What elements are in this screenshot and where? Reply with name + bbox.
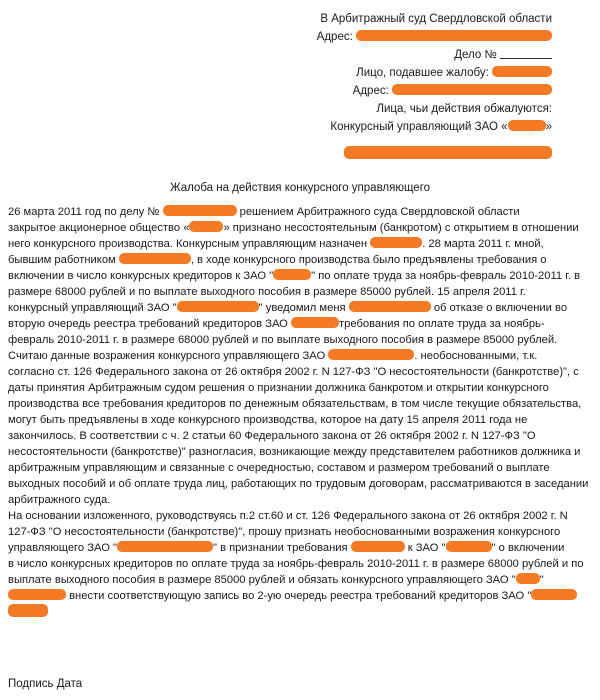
- text-line: [8, 348, 590, 364]
- applicant-label: Лицо, подавшее жалобу:: [356, 67, 489, 79]
- text-line: [8, 444, 590, 460]
- text: внести соответствующую запись во 2-ую очередь реестра требований кредиторов ЗАО ": [69, 590, 532, 602]
- text-line: [8, 460, 590, 476]
- text: " в признании требования: [212, 542, 348, 554]
- text: даты принятия Арбитражным судом решения о признании должника банкротом и открытии конкурсного: [8, 382, 549, 394]
- redacted-applicant-address: [392, 84, 552, 95]
- text-line: [8, 604, 590, 624]
- court-name: В Арбитражный суд Свердловской области: [320, 13, 552, 25]
- redacted-name: [370, 237, 422, 248]
- text: " уведомил меня: [258, 302, 346, 314]
- text-line: [8, 524, 590, 540]
- redacted-company: [291, 317, 339, 328]
- redacted-manager: [349, 301, 431, 312]
- redacted-name: [351, 541, 405, 552]
- text: конкурсный управляющий ЗАО ": [8, 302, 177, 314]
- text: бывшим работником: [8, 254, 116, 266]
- text: . необоснованными, т.к.: [414, 350, 538, 362]
- court-address-row: [317, 30, 552, 44]
- redacted-company: [508, 120, 546, 131]
- redacted-company: [189, 221, 223, 232]
- redacted-applicant: [492, 66, 552, 77]
- text-line: [8, 428, 590, 444]
- text-line: [8, 332, 590, 348]
- text: февраль 2010-2011 г. в размере 68000 рублей и по выплате выходного пособия в размере 85000 рублей.: [8, 334, 558, 346]
- redacted-company: [531, 589, 577, 600]
- text: включении в число конкурсных кредиторов к ЗАО ": [8, 270, 274, 282]
- text-line: [8, 476, 590, 492]
- complaint-body: [8, 204, 590, 624]
- redacted-case-number: [163, 205, 237, 216]
- redacted-company: [273, 269, 311, 280]
- redacted-company: [328, 349, 414, 360]
- manager-name-row: [344, 146, 552, 162]
- text-line: [8, 284, 590, 300]
- text-line: [8, 204, 590, 220]
- text: управляющего ЗАО ": [8, 542, 117, 554]
- text: согласно ст. 126 Федерального закона от 26 октября 2002 г. N 127-ФЗ "О несостоятельности (банкротстве)", с: [8, 366, 579, 378]
- text: к ЗАО ": [407, 542, 446, 554]
- text: арбитражным управляющим и связанные с очередностью, составом и размером требований о выплате: [8, 462, 550, 474]
- document-title: Жалоба на действия конкурсного управляющего: [169, 182, 431, 194]
- text: , в ходе конкурсного производства было предъявлены требования о: [190, 254, 547, 266]
- text: Считаю данные возражения конкурсного управляющего ЗАО: [8, 350, 326, 362]
- text: На основании изложенного, руководствуясь п.2 ст.60 и ст. 126 Федерального закона от 26 октября 2002 г. N: [8, 510, 568, 522]
- text-line: [8, 300, 590, 316]
- text: 26 марта 2011 год по делу №: [8, 206, 160, 218]
- respondents-label: Лица, чьи действия обжалуются:: [376, 103, 552, 115]
- text-line: [8, 492, 590, 508]
- text: » признано несостоятельным (банкротом) с открытием в отношении: [223, 222, 579, 234]
- redacted-company: [117, 541, 213, 552]
- text-line: [8, 236, 590, 252]
- text-line: [8, 508, 590, 524]
- applicant-row: [356, 66, 552, 80]
- redacted-company: [119, 253, 191, 264]
- manager-row: [330, 120, 552, 134]
- case-number-row: [454, 48, 552, 62]
- text-line: [8, 380, 590, 396]
- text: вторую очередь реестра требований кредиторов ЗАО: [8, 318, 288, 330]
- manager-label: Конкурсный управляющий ЗАО «: [330, 121, 508, 133]
- text: " по оплате труда за ноябрь-февраль 2010-2011 г. в: [311, 270, 581, 282]
- case-number-blank: [500, 48, 552, 59]
- applicant-address-row: [353, 84, 552, 98]
- text-line: [8, 412, 590, 428]
- text-line: [8, 540, 590, 556]
- redacted-name: [8, 589, 66, 600]
- text-line: [8, 556, 590, 572]
- text-line: [8, 220, 590, 236]
- text: несостоятельности (банкротстве)" разногласия, возникающие между представителем работников должника и: [8, 446, 581, 458]
- text: ": [539, 574, 544, 586]
- redacted-company: [516, 573, 540, 584]
- text: . 28 марта 2011 г. мной,: [422, 238, 544, 250]
- text: в число конкурсных кредиторов по оплате труда за ноябрь-февраль 2010-2011 г. в размере 68000 рублей и по: [8, 558, 584, 570]
- address-label-2: Адрес:: [352, 85, 389, 97]
- text: выходных пособий и об оплате труда лиц, работающих по трудовым договорам, рассматриваются в заседании: [8, 478, 589, 490]
- text: размере 68000 рублей и по выплате выходного пособия в размере 85000 рублей. 15 апреля 2011 г.: [8, 286, 526, 298]
- manager-close: »: [545, 121, 552, 133]
- text: закрытое акционерное общество «: [8, 222, 190, 234]
- text: 127-ФЗ "О несостоятельности (банкротстве)", прошу признать необоснованными возражения конкурсного: [8, 526, 561, 538]
- text-line: [8, 588, 590, 604]
- redacted-court-address: [356, 30, 552, 41]
- text: выплате выходного пособия в размере 85000 рублей и обязать конкурсного управляющего ЗАО ": [8, 574, 516, 586]
- text: арбитражного суда.: [8, 494, 111, 506]
- text: решением Арбитражного суда Свердловской области: [239, 206, 520, 218]
- text-line: [8, 364, 590, 380]
- signature-date: Подпись Дата: [8, 678, 83, 690]
- text-line: [8, 316, 590, 332]
- redacted-company: [446, 541, 492, 552]
- redacted-tail: [8, 604, 48, 617]
- text: об отказе о включении во: [433, 302, 568, 314]
- text-line: [8, 252, 590, 268]
- text: производства все требования кредиторов по денежным обязательствам, в том числе текущие обязательства,: [8, 398, 582, 410]
- text: требования по оплате труда за ноябрь-: [339, 318, 545, 330]
- text: него конкурсного производства. Конкурсным управляющим назначен: [8, 238, 368, 250]
- redacted-company: [177, 301, 259, 312]
- text-line: [8, 572, 590, 588]
- text: могут быть предъявлены в ходе конкурсного производства, которое на дату 15 апреля 2011 года не: [8, 414, 528, 426]
- text-line: [8, 396, 590, 412]
- case-label: Дело №: [454, 49, 497, 61]
- text: закончилось. В соответствии с ч. 2 статьи 60 Федерального закона от 26 октября 2002 г. N 127-ФЗ "О: [8, 430, 536, 442]
- text-line: [8, 268, 590, 284]
- address-label: Адрес:: [316, 31, 353, 43]
- redacted-manager-name: [344, 146, 552, 159]
- text: " о включении: [491, 542, 565, 554]
